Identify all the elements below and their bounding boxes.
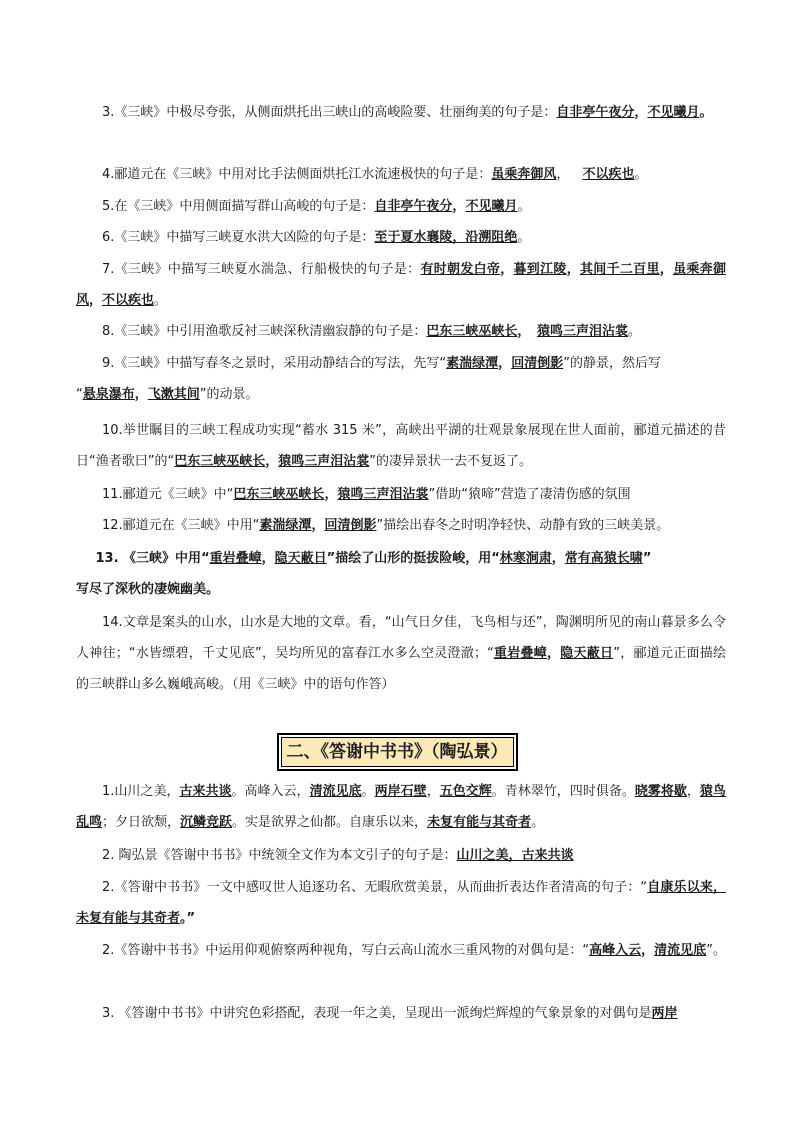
question-7: 7.《三峡》中描写三峡夏水湍急、行船极快的句子是：有时朝发白帝，暮到江陵，其间千二百里，虽乘奔御风，不以疾也。 [76, 262, 726, 308]
question-11: 11.郦道元《三峡》中“巴东三峡巫峡长，猿鸣三声泪沾裳”借助“猿啼”营造了凄清伤感的氛围 [102, 487, 631, 502]
question-3: 3.《三峡》中极尽夸张，从侧面烘托出三峡山的高峻险要、壮丽绚美的句子是：自非亭午夜分，不见曦月。 [102, 105, 713, 120]
question-10: 10.举世瞩目的三峡工程成功实现“蓄水 315 米”，高峡出平湖的壮观景象展现在世人面前，郦道元描述的昔日“渔者歌曰”的“巴东三峡巫峡长，猿鸣三声泪沾裳”的凄异景状一去不复返了。 [76, 423, 726, 469]
passage-answer: 1.山川之美，古来共谈。高峰入云，清流见底。两岸石壁，五色交辉。青林翠竹，四时俱备。晓雾将歇，猿鸟乱鸣；夕日欲颓，沉鳞竞跃。实是欲界之仙都。自康乐以来，未复有能与其奇者。 [76, 784, 726, 830]
question-9: 9.《三峡》中描写春冬之景时，采用动静结合的写法，先写“素湍绿潭，回清倒影”的静景，然后写 “悬泉瀑布，飞漱其间”的动景。 [76, 356, 661, 402]
question-s2-2a: 2. 陶弘景《答谢中书书》中统领全文作为本文引子的句子是：山川之美，古来共谈 [102, 848, 574, 863]
question-s2-2c: 2.《答谢中书书》中运用仰观俯察两种视角，写白云高山流水三重风物的对偶句是：“高峰入云，清流见底”。 [102, 943, 726, 958]
section-heading-wrap [0, 733, 794, 771]
question-4: 4.郦道元在《三峡》中用对比手法侧面烘托江水流速极快的句子是：虽乘奔御风， 不以疾也。 [102, 167, 648, 182]
question-s2-3: 3. 《答谢中书书》中讲究色彩搭配，表现一年之美，呈现出一派绚烂辉煌的气象景象的对偶句是两岸 [102, 1006, 678, 1021]
question-6: 6.《三峡》中描写三峡夏水洪大凶险的句子是：至于夏水襄陵，沿溯阻绝。 [102, 230, 531, 245]
section-heading: 二、《答谢中书书》（陶弘景） [277, 733, 518, 771]
question-14: 14.文章是案头的山水，山水是大地的文章。看，“山气日夕佳，飞鸟相与还”，陶渊明所见的南山暮景多么令人神往；“水皆缥碧，千丈见底”，吴均所见的富春江水多么空灵澄澈；“重岩叠嶂，隐天蔽日”，郦道元正面描绘的三峡群山多么巍峨高峻。（用《三峡》中的语句作答） [76, 615, 726, 692]
question-13: 13. 《三峡》中用“重岩叠嶂，隐天蔽日”描绘了山形的挺拔险峻，用“林寒涧肃，常有高猿长啸” 写尽了深秋的凄婉幽美。 [76, 551, 652, 597]
question-s2-2b: 2.《答谢中书书》一文中感叹世人追逐功名、无暇欣赏美景，从而曲折表达作者清高的句子：“自康乐以来，未复有能与其奇者。” [76, 880, 726, 926]
question-5: 5.在《三峡》中用侧面描写群山高峻的句子是：自非亭午夜分，不见曦月。 [102, 199, 531, 214]
question-8: 8.《三峡》中引用渔歌反衬三峡深秋清幽寂静的句子是：巴东三峡巫峡长， 猿鸣三声泪沾裳。 [102, 324, 641, 339]
question-12: 12.郦道元在《三峡》中用“素湍绿潭，回清倒影”描绘出春冬之时明净轻快、动静有致的三峡美景。 [102, 518, 670, 533]
